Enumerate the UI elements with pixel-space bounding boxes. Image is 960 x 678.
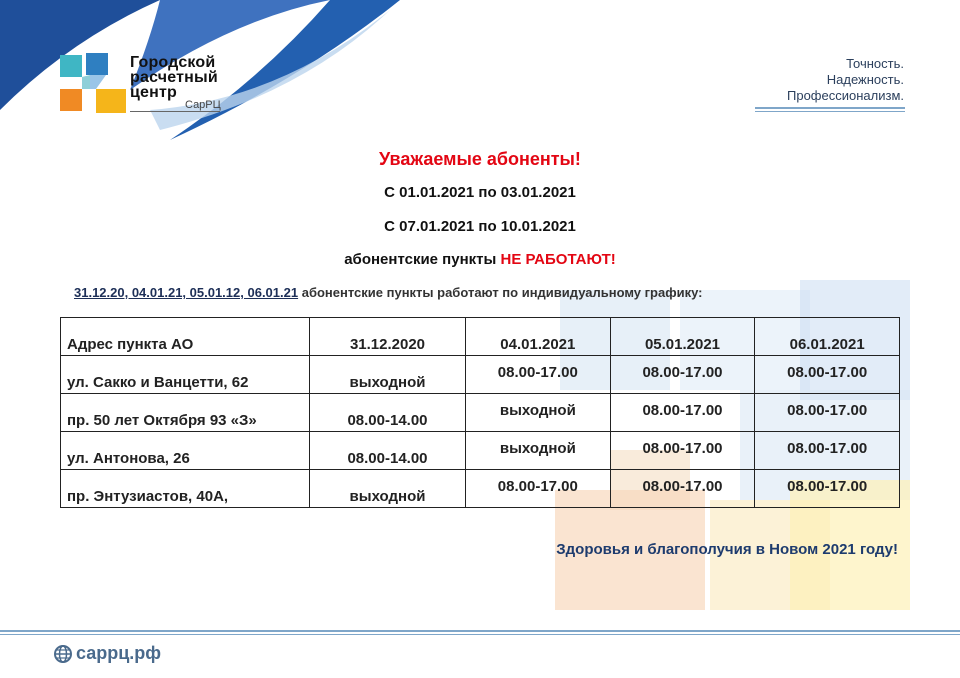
- column-header: 06.01.2021: [755, 318, 900, 356]
- table-row: [61, 432, 900, 470]
- column-header: 31.12.2020: [310, 318, 466, 356]
- schedule-table: [60, 317, 900, 508]
- footer-rule: [0, 630, 960, 632]
- schedule-cell: 08.00-17.00: [755, 394, 900, 432]
- table-row: [61, 394, 900, 432]
- column-header: Адрес пункта АО: [61, 318, 310, 356]
- logo-wordmark: [130, 55, 218, 100]
- closure-prefix: абонентские пункты: [344, 251, 497, 268]
- tagline-line-2: Надежность.: [826, 72, 904, 87]
- address-cell: ул. Сакко и Ванцетти, 62: [61, 356, 310, 394]
- schedule-cell: 08.00-17.00: [755, 432, 900, 470]
- closure-period-2: С 07.01.2021 по 10.01.2021: [384, 218, 576, 235]
- tagline-rule-thin: [755, 111, 905, 112]
- tagline-rule: [755, 107, 905, 109]
- closure-emphasis: НЕ РАБОТАЮТ!: [500, 251, 616, 268]
- closure-statement: [0, 251, 960, 268]
- column-header: 04.01.2021: [466, 318, 611, 356]
- special-dates: 31.12.20, 04.01.21, 05.01.12, 06.01.21: [74, 285, 299, 300]
- address-cell: ул. Антонова, 26: [61, 432, 310, 470]
- schedule-cell: выходной: [310, 356, 466, 394]
- column-header: 05.01.2021: [610, 318, 755, 356]
- address-cell: пр. 50 лет Октября 93 «З»: [61, 394, 310, 432]
- schedule-cell: 08.00-17.00: [466, 470, 611, 508]
- address-cell: пр. Энтузиастов, 40А,: [61, 470, 310, 508]
- schedule-cell: 08.00-17.00: [466, 356, 611, 394]
- special-schedule-note: [74, 285, 703, 300]
- greeting: Здоровья и благополучия в Новом 2021 году!: [556, 541, 898, 558]
- schedule-cell: 08.00-17.00: [610, 394, 755, 432]
- logo-line-2: расчетный: [130, 69, 218, 86]
- schedule-cell: выходной: [310, 470, 466, 508]
- table-row: [61, 356, 900, 394]
- schedule-cell: выходной: [466, 394, 611, 432]
- schedule-cell: 08.00-17.00: [610, 432, 755, 470]
- logo-sub: СарРЦ: [185, 99, 221, 111]
- table-row: [61, 470, 900, 508]
- logo-mark: [60, 53, 128, 115]
- site-link[interactable]: [54, 643, 161, 664]
- schedule-cell: 08.00-17.00: [755, 356, 900, 394]
- notice-title: Уважаемые абоненты!: [379, 149, 581, 169]
- schedule-cell: выходной: [466, 432, 611, 470]
- tagline-line-3: Профессионализм.: [787, 88, 904, 103]
- closure-period-1: С 01.01.2021 по 03.01.2021: [384, 184, 576, 201]
- tagline: [787, 56, 904, 104]
- schedule-cell: 08.00-17.00: [610, 356, 755, 394]
- tagline-line-1: Точность.: [846, 56, 904, 71]
- schedule-cell: 08.00-14.00: [310, 432, 466, 470]
- schedule-cell: 08.00-14.00: [310, 394, 466, 432]
- special-text: абонентские пункты работают по индивидуальному графику:: [301, 285, 703, 300]
- logo-line-1: Городской: [130, 54, 216, 71]
- logo-underline: [130, 111, 220, 112]
- site-url: саррц.рф: [76, 643, 162, 663]
- schedule-cell: 08.00-17.00: [755, 470, 900, 508]
- logo-line-3: центр: [130, 84, 178, 101]
- footer-rule-thin: [0, 634, 960, 635]
- globe-icon: [54, 645, 72, 663]
- schedule-cell: 08.00-17.00: [610, 470, 755, 508]
- table-header-row: [61, 318, 900, 356]
